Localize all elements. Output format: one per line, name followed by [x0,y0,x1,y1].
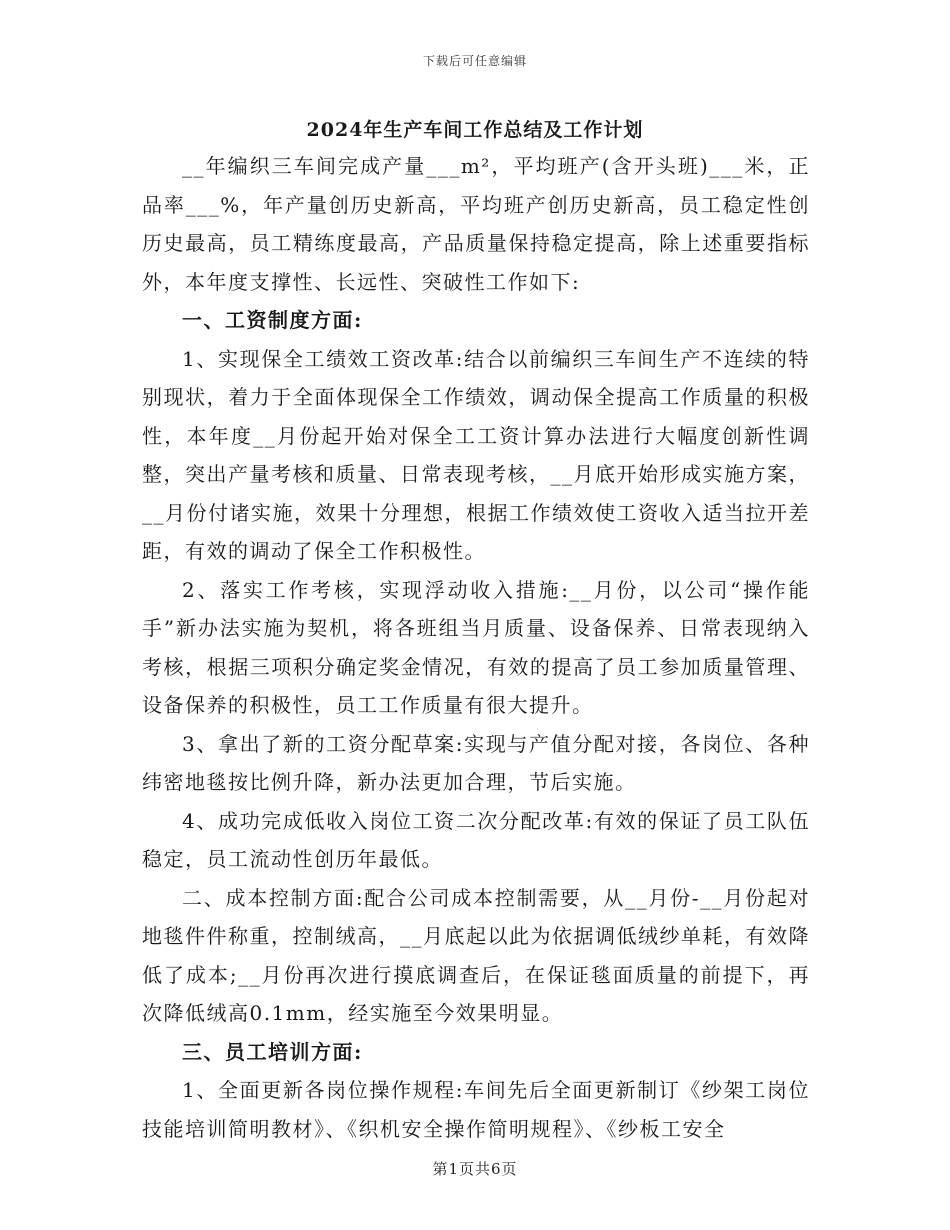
section-heading-salary: 一、工资制度方面: [182,308,363,332]
header-note: 下载后可任意编辑 [422,54,527,68]
paragraph-salary-4: 4、成功完成低收入岗位工资二次分配改革:有效的保证了员工队伍稳定，员工流动性创历年最低。 [142,808,810,871]
section-heading-training: 三、员工培训方面: [182,1039,363,1064]
paragraph-salary-2: 2、落实工作考核，实现浮动收入措施:__月份，以公司“操作能手”新办法实施为契机，将各班组当月质量、设备保养、日常表现纳入考核，根据三项积分确定奖金情况，有效的提高了员工参加质量管理、设备保养的积极性，员工工作质量有很大提升。 [142,577,810,717]
paragraph-salary-3: 3、拿出了新的工资分配草案:实现与产值分配对接，各岗位、各种纬密地毯按比例升降，新办法更加合理，节后实施。 [142,731,810,794]
paragraph-intro: __年编织三车间完成产量___m²，平均班产(含开头班)___米，正品率___%，年产量创历史新高，平均班产创历史新高，员工稳定性创历史最高，员工精练度最高，产品质量保持稳定提高，除上述重要指标外，本年度支撑性、长远性、突破性工作如下: [142,154,810,294]
document-title: 2024年生产车间工作总结及工作计划 [306,119,644,141]
paragraph-training-1: 1、全面更新各岗位操作规程:车间先后全面更新制订《纱架工岗位技能培训简明教材》、《织机安全操作简明规程》、《纱板工安全 [142,1078,810,1141]
paragraph-salary-1: 1、实现保全工绩效工资改革:结合以前编织三车间生产不连续的特别现状，着力于全面体现保全工作绩效，调动保全提高工作质量的积极性，本年度__月份起开始对保全工工资计算办法进行大幅度创新性调整，突出产量考核和质量、日常表现考核，__月底开始形成实施方案，__月份付诸实施，效果十分理想，根据工作绩效使工资收入适当拉开差距，有效的调动了保全工作积极性。 [142,346,810,563]
document-body [142,147,810,1148]
page-number-footer: 第1页共6页 [432,1160,518,1178]
paragraph-cost-control: 二、成本控制方面:配合公司成本控制需要，从__月份-__月份起对地毯件件称重，控制绒高，__月底起以此为依据调低绒纱单耗，有效降低了成本;__月份再次进行摸底调查后，在保证毯面质量的前提下，再次降低绒高0.1mm，经实施至今效果明显。 [142,885,810,1025]
